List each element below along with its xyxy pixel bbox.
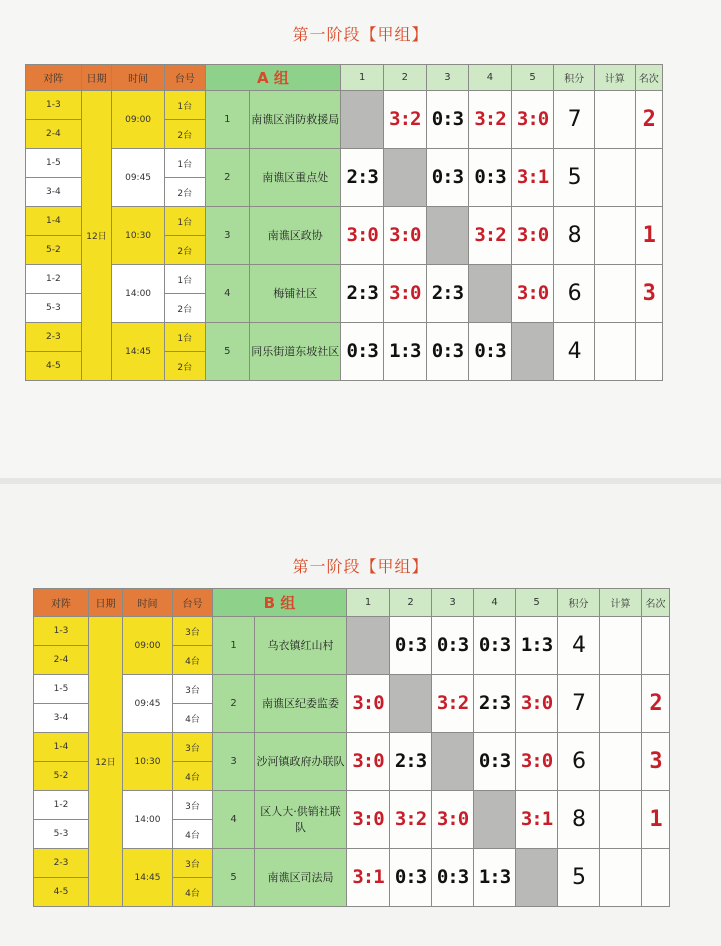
score-cell bbox=[516, 617, 558, 675]
points-cell bbox=[558, 733, 600, 791]
match-cell: 1-3 bbox=[26, 91, 82, 120]
match-cell: 2-4 bbox=[34, 646, 89, 675]
time-cell: 14:00 bbox=[123, 791, 173, 849]
header-time: 时间 bbox=[123, 589, 173, 617]
header-col5: 5 bbox=[511, 65, 554, 91]
score-value: 3:0 bbox=[516, 224, 549, 246]
time-cell: 14:45 bbox=[112, 323, 165, 381]
time-cell: 10:30 bbox=[123, 733, 173, 791]
rank-cell bbox=[642, 675, 670, 733]
calc-cell bbox=[600, 849, 642, 907]
team-name: 同乐街道东坡社区 bbox=[250, 323, 341, 381]
score-cell bbox=[347, 733, 390, 791]
header-calc: 计算 bbox=[600, 589, 642, 617]
score-cell bbox=[469, 323, 512, 381]
points-cell bbox=[554, 265, 595, 323]
score-value: 3:0 bbox=[352, 808, 384, 830]
header-table: 台号 bbox=[164, 65, 205, 91]
diagonal-cell bbox=[384, 149, 427, 207]
calc-cell bbox=[594, 207, 635, 265]
score-cell bbox=[384, 207, 427, 265]
table-row bbox=[26, 323, 663, 352]
team-number: 5 bbox=[205, 323, 250, 381]
score-value: 0:3 bbox=[394, 634, 427, 656]
date-cell: 12日 bbox=[81, 91, 111, 381]
table-no-cell: 3台 bbox=[173, 675, 213, 704]
table-no-cell: 3台 bbox=[173, 617, 213, 646]
score-cell bbox=[511, 91, 554, 149]
team-name: 南谯区消防救援局 bbox=[250, 91, 341, 149]
score-cell bbox=[426, 265, 469, 323]
time-cell: 14:45 bbox=[123, 849, 173, 907]
match-cell: 1-4 bbox=[26, 207, 82, 236]
table-row bbox=[26, 265, 663, 294]
rank-cell bbox=[635, 265, 663, 323]
score-value: 1:3 bbox=[478, 866, 511, 888]
table-no-cell: 2台 bbox=[164, 178, 205, 207]
score-cell bbox=[516, 675, 558, 733]
group-label: A 组 bbox=[205, 65, 341, 91]
diagonal-cell bbox=[426, 207, 469, 265]
score-value: 3:1 bbox=[352, 866, 384, 888]
header-points: 积分 bbox=[554, 65, 595, 91]
score-cell bbox=[469, 149, 512, 207]
rank-value: 1 bbox=[649, 806, 662, 832]
team-number: 1 bbox=[213, 617, 255, 675]
score-value: 0:3 bbox=[431, 340, 464, 362]
team-name: 乌衣镇红山村 bbox=[255, 617, 347, 675]
score-cell bbox=[474, 617, 516, 675]
table-row bbox=[26, 149, 663, 178]
table-no-cell: 4台 bbox=[173, 820, 213, 849]
time-cell: 09:45 bbox=[112, 149, 165, 207]
score-cell bbox=[341, 323, 384, 381]
score-value: 3:0 bbox=[516, 282, 549, 304]
table-row bbox=[34, 791, 670, 820]
header-points: 积分 bbox=[558, 589, 600, 617]
score-cell bbox=[347, 849, 390, 907]
table-no-cell: 4台 bbox=[173, 878, 213, 907]
rank-cell bbox=[642, 791, 670, 849]
match-cell: 3-4 bbox=[34, 704, 89, 733]
header-col3: 3 bbox=[432, 589, 474, 617]
score-value: 2:3 bbox=[478, 692, 511, 714]
score-value: 3:2 bbox=[394, 808, 427, 830]
time-cell: 14:00 bbox=[112, 265, 165, 323]
team-name: 南谯区政协 bbox=[250, 207, 341, 265]
score-value: 0:3 bbox=[431, 108, 464, 130]
score-cell bbox=[426, 323, 469, 381]
score-cell bbox=[426, 149, 469, 207]
team-number: 2 bbox=[213, 675, 255, 733]
diagonal-cell bbox=[469, 265, 512, 323]
diagonal-cell bbox=[511, 323, 554, 381]
score-value: 3:2 bbox=[436, 692, 469, 714]
score-cell bbox=[390, 617, 432, 675]
score-value: 3:0 bbox=[352, 692, 384, 714]
score-value: 0:3 bbox=[474, 166, 506, 188]
score-value: 2:3 bbox=[431, 282, 464, 304]
calc-cell bbox=[594, 149, 635, 207]
score-value: 2:3 bbox=[346, 282, 378, 304]
header-table: 台号 bbox=[173, 589, 213, 617]
team-number: 4 bbox=[213, 791, 255, 849]
header-col4: 4 bbox=[469, 65, 512, 91]
date-cell: 12日 bbox=[89, 617, 123, 907]
score-cell bbox=[390, 791, 432, 849]
group-a-table bbox=[25, 64, 663, 381]
calc-cell bbox=[600, 733, 642, 791]
score-cell bbox=[432, 849, 474, 907]
score-cell bbox=[347, 675, 390, 733]
calc-cell bbox=[594, 323, 635, 381]
group-label: B 组 bbox=[213, 589, 347, 617]
score-value: 2:3 bbox=[346, 166, 378, 188]
score-cell bbox=[511, 149, 554, 207]
table-no-cell: 1台 bbox=[164, 207, 205, 236]
points-cell bbox=[554, 323, 595, 381]
table-no-cell: 4台 bbox=[173, 762, 213, 791]
team-name: 南谯区纪委监委 bbox=[255, 675, 347, 733]
score-value: 0:3 bbox=[436, 634, 469, 656]
match-cell: 4-5 bbox=[26, 352, 82, 381]
table-no-cell: 1台 bbox=[164, 323, 205, 352]
table-no-cell: 2台 bbox=[164, 352, 205, 381]
score-value: 0:3 bbox=[394, 866, 427, 888]
table-no-cell: 2台 bbox=[164, 294, 205, 323]
match-cell: 1-3 bbox=[34, 617, 89, 646]
score-value: 0:3 bbox=[478, 634, 511, 656]
time-cell: 09:00 bbox=[112, 91, 165, 149]
team-name: 南谯区司法局 bbox=[255, 849, 347, 907]
points-value: 8 bbox=[572, 806, 585, 832]
table-no-cell: 3台 bbox=[173, 733, 213, 762]
calc-cell bbox=[594, 265, 635, 323]
points-cell bbox=[554, 149, 595, 207]
points-cell bbox=[554, 91, 595, 149]
points-cell bbox=[558, 675, 600, 733]
time-cell: 09:00 bbox=[123, 617, 173, 675]
team-number: 3 bbox=[205, 207, 250, 265]
score-cell bbox=[516, 791, 558, 849]
table-no-cell: 2台 bbox=[164, 236, 205, 265]
diagonal-cell bbox=[516, 849, 558, 907]
header-col1: 1 bbox=[347, 589, 390, 617]
match-cell: 5-2 bbox=[34, 762, 89, 791]
rank-value: 2 bbox=[642, 106, 655, 132]
match-cell: 5-3 bbox=[34, 820, 89, 849]
match-cell: 3-4 bbox=[26, 178, 82, 207]
match-cell: 2-4 bbox=[26, 120, 82, 149]
match-cell: 1-5 bbox=[34, 675, 89, 704]
diagonal-cell bbox=[341, 91, 384, 149]
score-cell bbox=[474, 849, 516, 907]
score-cell bbox=[469, 91, 512, 149]
calc-cell bbox=[600, 675, 642, 733]
score-cell bbox=[384, 91, 427, 149]
score-cell bbox=[511, 265, 554, 323]
header-col4: 4 bbox=[474, 589, 516, 617]
team-name: 区人大·供销社联队 bbox=[255, 791, 347, 849]
score-cell bbox=[347, 791, 390, 849]
table-row bbox=[34, 617, 670, 646]
header-col2: 2 bbox=[390, 589, 432, 617]
team-number: 3 bbox=[213, 733, 255, 791]
score-cell bbox=[432, 617, 474, 675]
header-rank: 名次 bbox=[642, 589, 670, 617]
score-value: 3:1 bbox=[516, 166, 549, 188]
team-number: 5 bbox=[213, 849, 255, 907]
group-b-table bbox=[33, 588, 670, 907]
diagonal-cell bbox=[390, 675, 432, 733]
table-row bbox=[26, 207, 663, 236]
score-cell bbox=[384, 265, 427, 323]
team-number: 2 bbox=[205, 149, 250, 207]
header-col5: 5 bbox=[516, 589, 558, 617]
sheet-title: 第一阶段【甲组】 bbox=[292, 557, 429, 576]
rank-value: 3 bbox=[642, 280, 655, 306]
points-value: 4 bbox=[572, 632, 585, 658]
team-name: 南谯区重点处 bbox=[250, 149, 341, 207]
table-no-cell: 3台 bbox=[173, 791, 213, 820]
match-cell: 1-4 bbox=[34, 733, 89, 762]
points-value: 5 bbox=[572, 864, 585, 890]
score-cell bbox=[390, 849, 432, 907]
rank-cell bbox=[635, 91, 663, 149]
rank-cell bbox=[635, 323, 663, 381]
table-no-cell: 1台 bbox=[164, 265, 205, 294]
rank-cell bbox=[642, 733, 670, 791]
score-value: 0:3 bbox=[431, 166, 464, 188]
table-row bbox=[34, 849, 670, 878]
score-value: 3:2 bbox=[389, 108, 421, 130]
score-cell bbox=[426, 91, 469, 149]
table-no-cell: 2台 bbox=[164, 120, 205, 149]
header-date: 日期 bbox=[89, 589, 123, 617]
table-row bbox=[34, 733, 670, 762]
team-name: 梅铺社区 bbox=[250, 265, 341, 323]
score-value: 0:3 bbox=[436, 866, 469, 888]
match-cell: 1-5 bbox=[26, 149, 82, 178]
score-value: 3:0 bbox=[436, 808, 469, 830]
team-name: 沙河镇政府办联队 bbox=[255, 733, 347, 791]
diagonal-cell bbox=[474, 791, 516, 849]
score-value: 3:2 bbox=[474, 108, 506, 130]
header-calc: 计算 bbox=[594, 65, 635, 91]
points-value: 6 bbox=[572, 748, 585, 774]
table-no-cell: 4台 bbox=[173, 704, 213, 733]
points-value: 8 bbox=[567, 222, 581, 248]
diagonal-cell bbox=[347, 617, 390, 675]
score-value: 3:0 bbox=[520, 692, 553, 714]
time-cell: 09:45 bbox=[123, 675, 173, 733]
table-row bbox=[34, 675, 670, 704]
rank-value: 3 bbox=[649, 748, 662, 774]
rank-value: 2 bbox=[649, 690, 662, 716]
match-cell: 5-2 bbox=[26, 236, 82, 265]
table-no-cell: 3台 bbox=[173, 849, 213, 878]
header-col2: 2 bbox=[384, 65, 427, 91]
score-value: 2:3 bbox=[394, 750, 427, 772]
score-cell bbox=[474, 733, 516, 791]
score-value: 3:0 bbox=[389, 282, 421, 304]
match-cell: 1-2 bbox=[34, 791, 89, 820]
calc-cell bbox=[594, 91, 635, 149]
table-row bbox=[26, 91, 663, 120]
score-value: 3:0 bbox=[389, 224, 421, 246]
score-cell bbox=[341, 149, 384, 207]
score-value: 3:0 bbox=[520, 750, 553, 772]
team-number: 1 bbox=[205, 91, 250, 149]
schedule-sheet-b bbox=[0, 484, 721, 946]
match-cell: 4-5 bbox=[34, 878, 89, 907]
score-value: 0:3 bbox=[346, 340, 378, 362]
points-value: 5 bbox=[567, 164, 581, 190]
team-number: 4 bbox=[205, 265, 250, 323]
rank-cell bbox=[642, 617, 670, 675]
header-match: 对阵 bbox=[34, 589, 89, 617]
points-cell bbox=[554, 207, 595, 265]
header-col3: 3 bbox=[426, 65, 469, 91]
score-cell bbox=[432, 791, 474, 849]
score-cell bbox=[384, 323, 427, 381]
header-match: 对阵 bbox=[26, 65, 82, 91]
sheet-title: 第一阶段【甲组】 bbox=[292, 25, 429, 44]
time-cell: 10:30 bbox=[112, 207, 165, 265]
score-cell bbox=[432, 675, 474, 733]
score-value: 3:1 bbox=[520, 808, 553, 830]
score-value: 3:2 bbox=[474, 224, 506, 246]
score-value: 1:3 bbox=[520, 634, 553, 656]
points-cell bbox=[558, 617, 600, 675]
table-no-cell: 1台 bbox=[164, 91, 205, 120]
match-cell: 5-3 bbox=[26, 294, 82, 323]
rank-value: 1 bbox=[642, 222, 655, 248]
header-date: 日期 bbox=[81, 65, 111, 91]
calc-cell bbox=[600, 791, 642, 849]
table-no-cell: 4台 bbox=[173, 646, 213, 675]
points-value: 6 bbox=[567, 280, 581, 306]
score-cell bbox=[341, 265, 384, 323]
header-time: 时间 bbox=[112, 65, 165, 91]
score-cell bbox=[390, 733, 432, 791]
points-value: 4 bbox=[567, 338, 581, 364]
rank-cell bbox=[642, 849, 670, 907]
header-rank: 名次 bbox=[635, 65, 663, 91]
match-cell: 2-3 bbox=[34, 849, 89, 878]
header-col1: 1 bbox=[341, 65, 384, 91]
score-cell bbox=[469, 207, 512, 265]
score-value: 0:3 bbox=[474, 340, 506, 362]
score-cell bbox=[511, 207, 554, 265]
table-no-cell: 1台 bbox=[164, 149, 205, 178]
match-cell: 1-2 bbox=[26, 265, 82, 294]
score-cell bbox=[474, 675, 516, 733]
score-value: 3:0 bbox=[516, 108, 549, 130]
score-cell bbox=[341, 207, 384, 265]
score-value: 3:0 bbox=[352, 750, 384, 772]
score-value: 3:0 bbox=[346, 224, 378, 246]
points-value: 7 bbox=[567, 106, 581, 132]
diagonal-cell bbox=[432, 733, 474, 791]
points-value: 7 bbox=[572, 690, 585, 716]
calc-cell bbox=[600, 617, 642, 675]
score-cell bbox=[516, 733, 558, 791]
points-cell bbox=[558, 849, 600, 907]
points-cell bbox=[558, 791, 600, 849]
score-value: 1:3 bbox=[389, 340, 421, 362]
score-value: 0:3 bbox=[478, 750, 511, 772]
match-cell: 2-3 bbox=[26, 323, 82, 352]
rank-cell bbox=[635, 149, 663, 207]
rank-cell bbox=[635, 207, 663, 265]
